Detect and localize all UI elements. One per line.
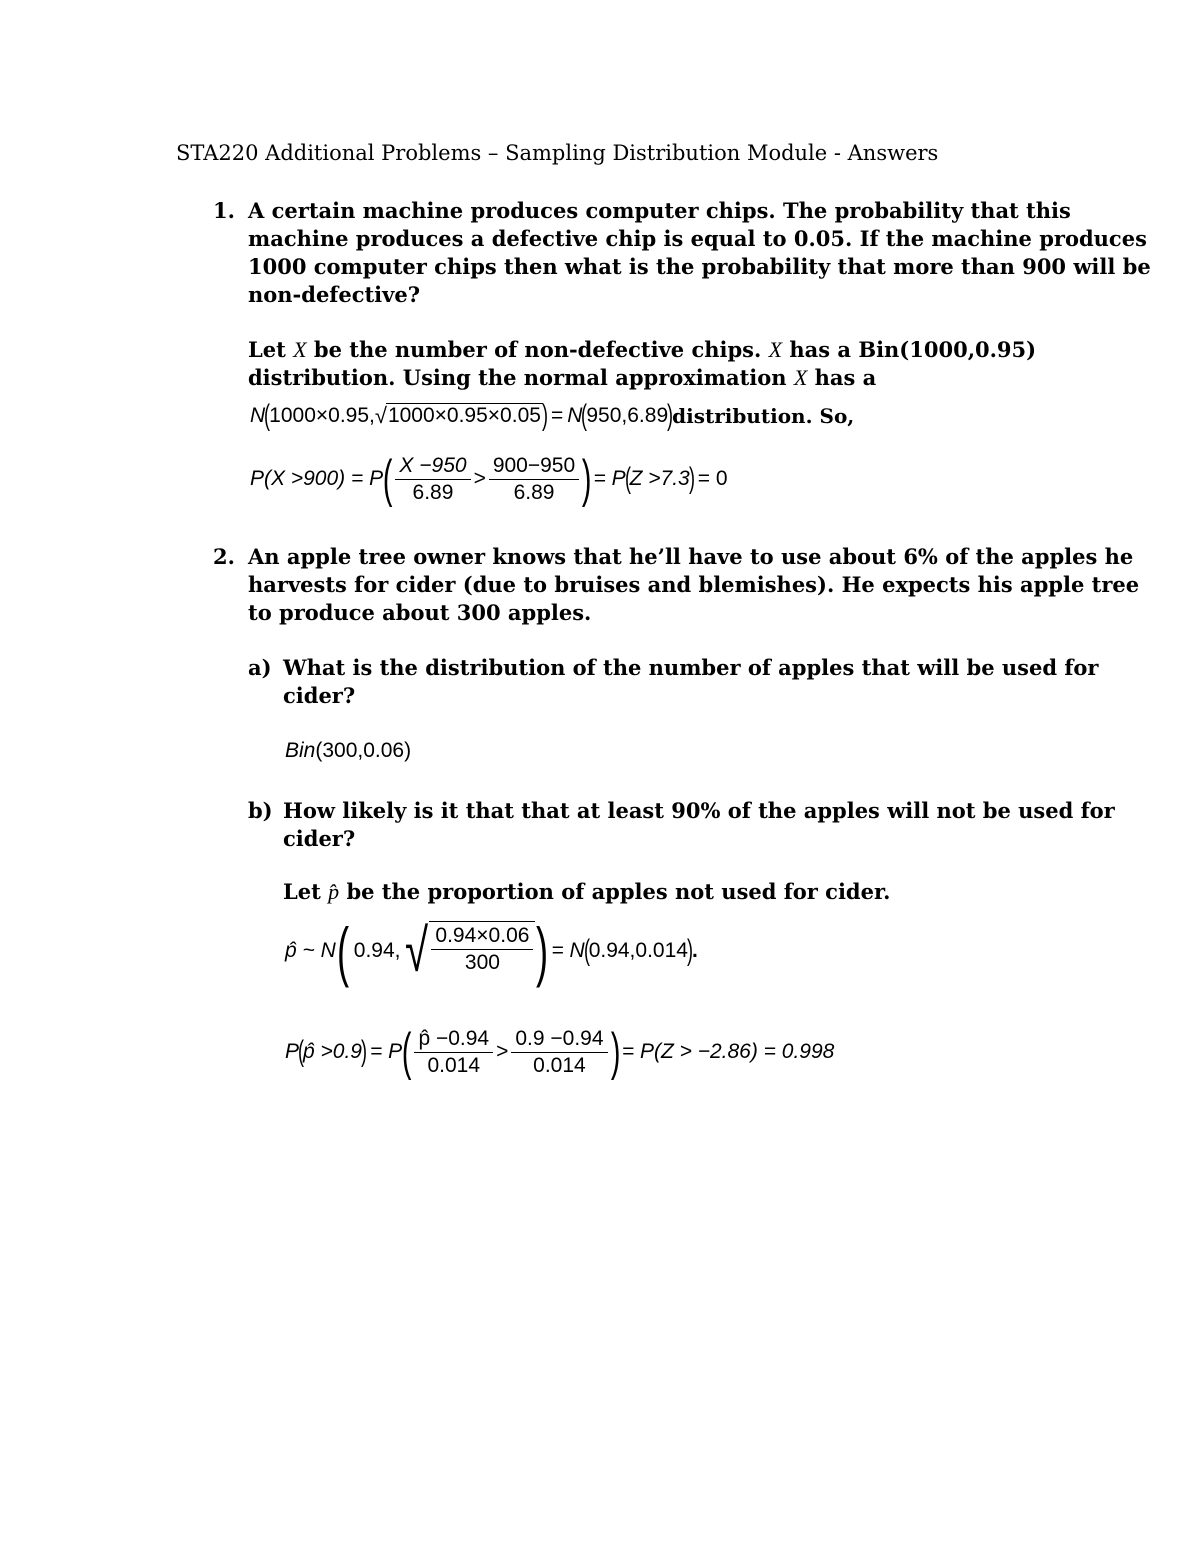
square-root: √ 1000×0.95×0.05 xyxy=(374,403,541,428)
problem-1-answer-line: distribution. Using the normal approximation X has a xyxy=(248,365,877,390)
part-b-question-line: How likely is it that that at least 90% of the apples will not be used for xyxy=(283,798,1115,823)
part-a-label: a) xyxy=(248,655,272,680)
problem-1-answer-text xyxy=(248,336,1036,392)
problem-2-question xyxy=(248,543,1139,627)
problem-2-question-line: to produce about 300 apples. xyxy=(248,600,592,625)
part-b-probability-equation: P ( p̂ >0.9 ) = P ( $\frac{p̂ -0.94}{0.014}$ > $\frac{0.9 -0.94}{0.014}$ ) = P(Z > −2.86) = 0.998 xyxy=(285,1023,835,1081)
problem-1-question-line: A certain machine produces computer chips. The probability that this xyxy=(248,198,1071,223)
part-b-question-line: cider? xyxy=(283,826,356,851)
part-b-let-statement: Let p̂ be the proportion of apples not used for cider. xyxy=(283,879,891,904)
problem-2-question-line: An apple tree owner knows that he’ll have to use about 6% of the apples he xyxy=(248,544,1134,569)
problem-1-question xyxy=(248,197,1151,309)
part-a-question-line: cider? xyxy=(283,683,356,708)
part-b-question xyxy=(283,797,1115,853)
fraction: $\frac{900-950}{6.89}$ xyxy=(489,454,579,505)
problem-1-number: 1. xyxy=(213,198,235,223)
part-b-distribution-equation: p̂ ~ N ( 0.94, √ $\frac{0.94\times 0.06}{300}$ ) = N ( 0.94,0.014 ) . xyxy=(285,914,698,988)
problem-2-number: 2. xyxy=(213,544,235,569)
fraction: $\frac{0.9 -0.94}{0.014}$ xyxy=(511,1027,607,1078)
problem-1-question-line: 1000 computer chips then what is the probability that more than 900 will be xyxy=(248,254,1151,279)
document-title: STA220 Additional Problems – Sampling Distribution Module - Answers xyxy=(176,141,939,165)
part-b-label: b) xyxy=(248,798,273,823)
problem-1-probability-equation: P(X >900) = P ( $\frac{X -950}{6.89}$ > $\frac{900-950}{6.89}$ ) = P ( Z >7.3 ) = 0 xyxy=(250,450,728,508)
fraction: $\frac{0.94\times 0.06}{300}$ xyxy=(431,924,533,975)
part-a-question xyxy=(283,654,1098,710)
part-a-question-line: What is the distribution of the number of apples that will be used for xyxy=(283,655,1099,680)
problem-1-normal-approx-equation: N ( 1000×0.95, √ 1000×0.95×0.05 ) = N ( 950,6.89 ) distribution. So, xyxy=(250,399,855,432)
fraction: $\frac{X -950}{6.89}$ xyxy=(395,454,470,505)
problem-1-question-line: non-defective? xyxy=(248,282,421,307)
problem-1-question-line: machine produces a defective chip is equal to 0.05. If the machine produces xyxy=(248,226,1147,251)
problem-1-answer-line: Let X be the number of non-defective chips. X has a Bin(1000,0.95) xyxy=(248,337,1037,362)
problem-2-question-line: harvests for cider (due to bruises and blemishes). He expects his apple tree xyxy=(248,572,1140,597)
fraction: $\frac{p̂ -0.94}{0.014}$ xyxy=(414,1027,493,1078)
variable-x: X xyxy=(293,337,307,362)
variable-x: X xyxy=(793,365,808,390)
square-root: √ $\frac{0.94\times 0.06}{300}$ xyxy=(400,921,535,981)
part-a-answer: Bin (300,0.06) xyxy=(285,739,412,762)
variable-x: X xyxy=(768,337,783,362)
p-hat-symbol: p̂ xyxy=(328,879,340,904)
